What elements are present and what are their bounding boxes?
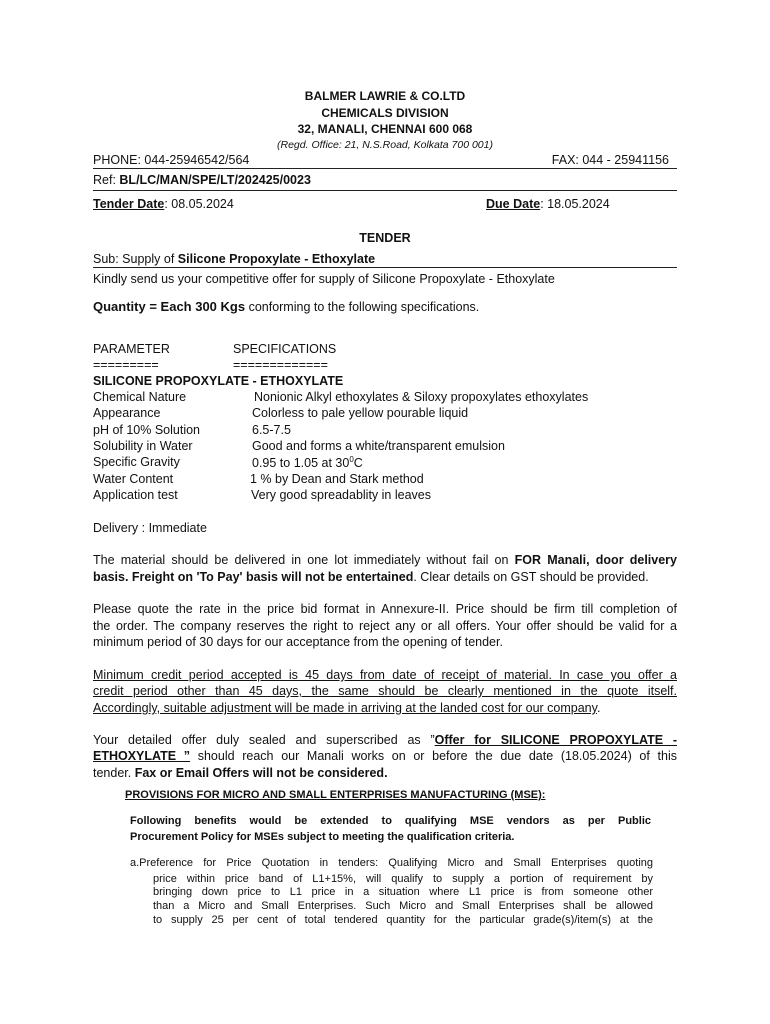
spec-row-value: 1 % by Dean and Stark method (250, 472, 424, 486)
due-date (486, 197, 610, 211)
mse-bold-line: Following benefits would be extended to qualifying MSE vendors as per Public (130, 815, 651, 827)
offer-para-text: should reach our Manali works on or before the due date (18.05.2024) of this (190, 749, 677, 763)
offer-para-bold: Fax or Email Offers will not be considered. (134, 766, 388, 780)
spec-product-name: SILICONE PROPOXYLATE - ETHOXYLATE (93, 374, 344, 388)
spec-row-param: Specific Gravity (93, 455, 180, 469)
offer-para-line (93, 733, 677, 747)
spec-row-value: Nonionic Alkyl ethoxylates & Siloxy propoxylates ethoxylates (254, 390, 589, 404)
spec-row-param: Application test (93, 488, 178, 502)
mse-bold-line: Procurement Policy for MSEs subject to meeting the qualification criteria. (130, 831, 515, 843)
registered-office: (Regd. Office: 21, N.S.Road, Kolkata 700 001) (277, 139, 493, 151)
division-name: CHEMICALS DIVISION (321, 106, 449, 120)
delivery-para-line (93, 553, 677, 567)
subject-divider (93, 267, 677, 268)
subject-line (93, 252, 375, 266)
company-name: BALMER LAWRIE & CO.LTD (304, 89, 466, 103)
document-title: TENDER (359, 231, 411, 245)
delivery-para-text: The material should be delivered in one lot immediately without fail on (93, 553, 515, 567)
spec-separator-2: ============= (233, 358, 328, 372)
credit-para-line (93, 701, 677, 715)
phone-number: PHONE: 044-25946542/564 (93, 153, 250, 167)
delivery-para-bold: FOR Manali, door delivery (514, 553, 677, 567)
offer-para-bold: ETHOXYLATE ” (93, 749, 191, 763)
offer-para-line (93, 749, 677, 763)
offer-para-line (93, 766, 677, 780)
credit-para-text: Accordingly, suitable adjustment will be made in arriving at the landed cost for our company (93, 701, 597, 715)
delivery-para-bold: basis. Freight on 'To Pay' basis will not be entertained (93, 570, 414, 584)
intro-text: Kindly send us your competitive offer for supply of Silicone Propoxylate - Ethoxylate (93, 272, 555, 286)
spec-separator-1: ========= (93, 358, 159, 372)
spec-row-param: Appearance (93, 406, 161, 420)
subject-prefix: Sub: Supply of (93, 252, 178, 266)
spec-row-value: Very good spreadablity in leaves (251, 488, 431, 502)
credit-para-end: . (596, 701, 601, 715)
header-divider (93, 168, 677, 169)
mse-item-a-line: to supply 25 per cent of total tendered quantity for the particular grade(s)/item(s) at the (153, 914, 653, 926)
spec-row-value (252, 455, 363, 470)
subject-item: Silicone Propoxylate - Ethoxylate (177, 252, 376, 266)
quote-para-line: minimum period of 30 days for our acceptance from the opening of tender. (93, 635, 503, 649)
due-date-value: : 18.05.2024 (540, 197, 610, 211)
offer-para-bold: Offer for SILICONE PROPOXYLATE - (434, 733, 677, 747)
reference-divider (93, 190, 677, 191)
spec-col-parameter: PARAMETER (93, 342, 170, 356)
reference-number: BL/LC/MAN/SPE/LT/202425/0023 (119, 173, 311, 187)
spec-row-param: Solubility in Water (93, 439, 193, 453)
offer-para-text: Your detailed offer duly sealed and superscribed as ” (93, 733, 435, 747)
mse-item-a-line: bringing down price to L1 price in a situation where L1 price is from someone other (153, 886, 653, 898)
mse-item-a-line: price within price band of L1+15%, will qualify to supply a portion of requirement by (153, 873, 653, 885)
credit-para-line: Minimum credit period accepted is 45 days from date of receipt of material. In case you offer a (93, 668, 677, 682)
mse-item-a-line: than a Micro and Small Enterprises. Such Micro and Small Enterprises shall be allowed (153, 900, 653, 912)
delivery-para-text: . Clear details on GST should be provided. (413, 570, 649, 584)
spec-row-value: Good and forms a white/transparent emulsion (252, 439, 505, 453)
delivery-para-line (93, 570, 677, 584)
credit-para-line: credit period other than 45 days, the same should be clearly mentioned in the quote itself. (93, 684, 677, 698)
due-date-label: Due Date (486, 197, 541, 211)
spec-row-value: Colorless to pale yellow pourable liquid (252, 406, 469, 420)
spec-gravity-text: 0.95 to 1.05 at 30 (252, 456, 350, 471)
delivery-terms: Delivery : Immediate (93, 521, 207, 535)
tender-date-label: Tender Date (93, 197, 165, 211)
quantity-line (93, 299, 479, 314)
quantity-rest: conforming to the following specifications. (245, 300, 480, 314)
spec-row-value: 6.5-7.5 (252, 423, 291, 437)
tender-date (93, 197, 234, 211)
offer-para-text: tender. (93, 766, 135, 780)
quote-para-line: the order. The company reserves the right to reject any or all offers. Your offer should be valid for a (93, 619, 677, 633)
reference-line (93, 173, 311, 187)
fax-number: FAX: 044 - 25941156 (551, 153, 669, 167)
spec-col-specifications: SPECIFICATIONS (233, 342, 337, 356)
quantity-value: Quantity = Each 300 Kgs (93, 299, 246, 314)
spec-gravity-superscript: 0 (349, 455, 354, 464)
mse-heading: PROVISIONS FOR MICRO AND SMALL ENTERPRISES MANUFACTURING (MSE): (125, 789, 546, 801)
company-address: 32, MANALI, CHENNAI 600 068 (297, 122, 473, 136)
tender-date-value: : 08.05.2024 (164, 197, 234, 211)
spec-gravity-unit: C (353, 456, 363, 471)
spec-row-param: Water Content (93, 472, 174, 486)
mse-item-a-line: a.Preference for Price Quotation in tenders: Qualifying Micro and Small Enterprises quoting (130, 857, 653, 869)
spec-row-param: pH of 10% Solution (93, 423, 201, 437)
quote-para-line: Please quote the rate in the price bid format in Annexure-II. Price should be firm till completion of (93, 602, 677, 616)
spec-row-param: Chemical Nature (93, 390, 187, 404)
reference-label: Ref: (93, 173, 120, 187)
